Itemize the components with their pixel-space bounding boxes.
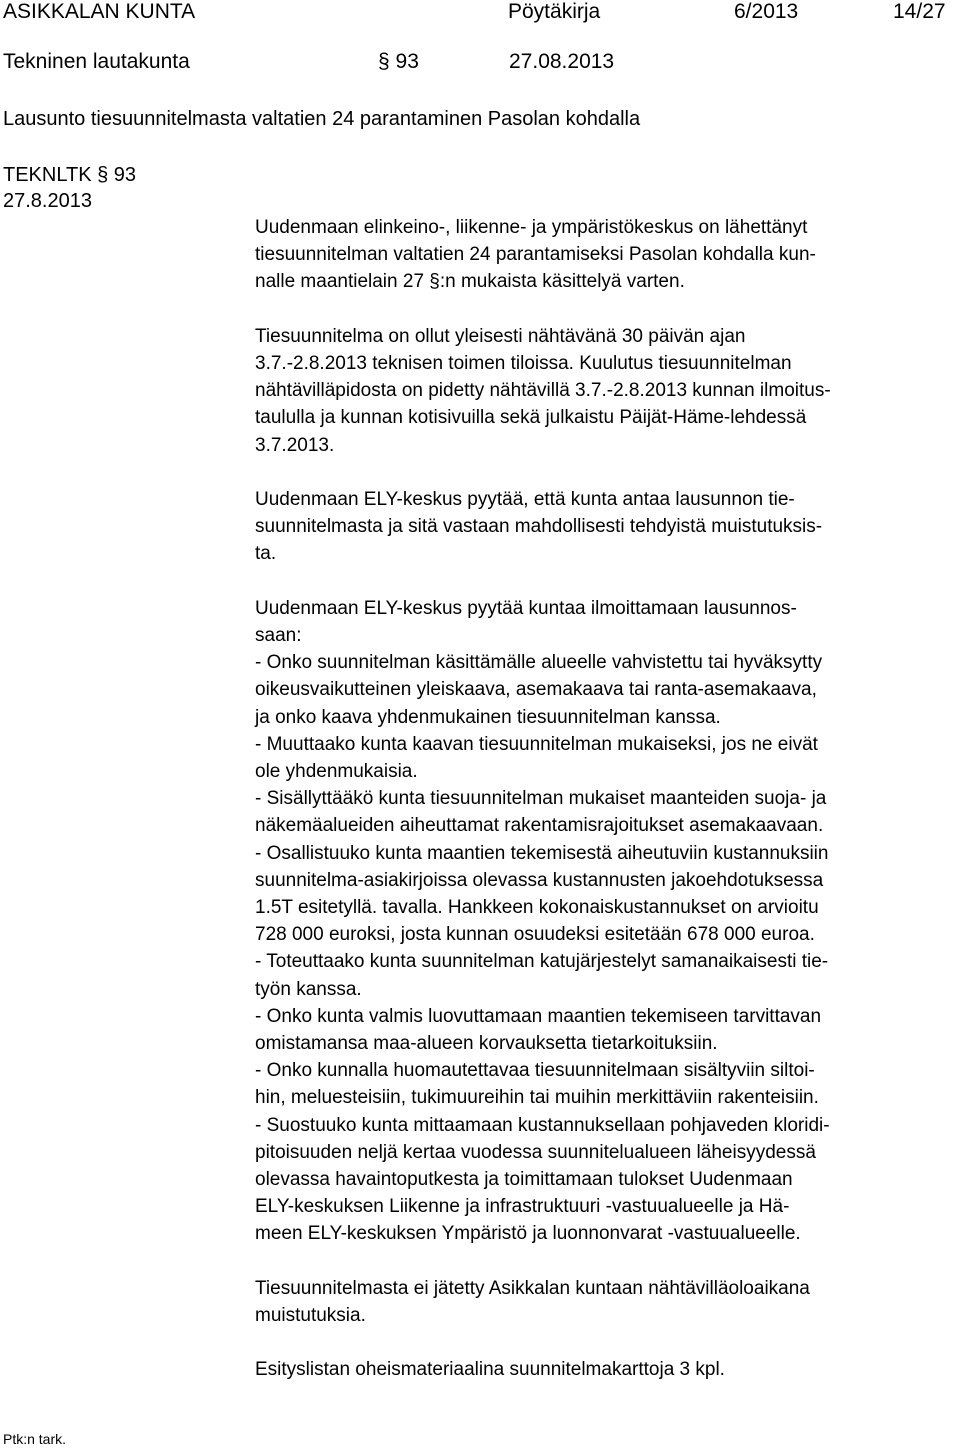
body-paragraph [255, 214, 955, 296]
paragraph-line: - Onko kunta valmis luovuttamaan maantien tekemiseen tarvittavan [255, 1005, 822, 1027]
paragraph-line: Tiesuunnitelmasta ei jätetty Asikkalan kuntaan nähtävilläoloaikana [255, 1277, 810, 1299]
paragraph-line: 728 000 euroksi, josta kunnan osuudeksi esitetään 678 000 euroa. [255, 924, 815, 946]
paragraph-line: taululla ja kunnan kotisivuilla sekä julkaistu Päijät-Häme-lehdessä [255, 407, 807, 429]
board-section-reference: TEKNLTK § 93 [3, 164, 137, 186]
paragraph-line: - Muuttaako kunta kaavan tiesuunnitelman mukaiseksi, jos ne eivät [255, 733, 818, 755]
paragraph-line: ELY-keskuksen Liikenne ja infrastruktuuri -vastuualueelle ja Hä- [255, 1196, 790, 1218]
paragraph-line: työn kanssa. [255, 978, 362, 1000]
paragraph-line: hin, meluesteisiin, tukimuureihin tai muihin merkittäviin rakenteisiin. [255, 1087, 819, 1109]
body-paragraph [255, 323, 955, 459]
body-paragraph [255, 1356, 955, 1383]
paragraph-line: nähtävilläpidosta on pidetty nähtävillä 3.7.-2.8.2013 kunnan ilmoitus- [255, 380, 831, 402]
document-number: 6/2013 [734, 0, 799, 23]
paragraph-line: Tiesuunnitelma on ollut yleisesti nähtävänä 30 päivän ajan [255, 325, 746, 347]
paragraph-line: muistutuksia. [255, 1305, 366, 1327]
paragraph-line: - Osallistuuko kunta maantien tekemisestä aiheutuviin kustannuksiin [255, 842, 829, 864]
item-title: Lausunto tiesuunnitelmasta valtatien 24 parantaminen Pasolan kohdalla [3, 108, 641, 130]
paragraph-line: - Onko suunnitelman käsittämälle alueelle vahvistettu tai hyväksytty [255, 652, 823, 674]
section-date: 27.8.2013 [3, 190, 92, 212]
paragraph-line: ole yhdenmukaisia. [255, 761, 418, 783]
paragraph-line: Uudenmaan ELY-keskus pyytää kuntaa ilmoittamaan lausunnos- [255, 597, 797, 619]
item-body [255, 214, 955, 1411]
paragraph-line: ta. [255, 543, 277, 565]
body-paragraph [255, 486, 955, 568]
paragraph-line: Esityslistan oheismateriaalina suunnitelmakarttoja 3 kpl. [255, 1359, 725, 1381]
document-type: Pöytäkirja [508, 0, 601, 23]
paragraph-line: saan: [255, 625, 302, 646]
paragraph-line: 3.7.-2.8.2013 teknisen toimen tiloissa. Kuulutus tiesuunnitelman [255, 353, 792, 374]
paragraph-line: nalle maantielain 27 §:n mukaista käsittelyä varten. [255, 271, 685, 293]
meeting-date: 27.08.2013 [509, 50, 615, 73]
board-name: Tekninen lautakunta [3, 50, 190, 73]
body-paragraph [255, 595, 955, 1248]
paragraph-line: meen ELY-keskuksen Ympäristö ja luonnonvarat -vastuualueelle. [255, 1223, 801, 1245]
paragraph-line: tiesuunnitelman valtatien 24 parantamiseksi Pasolan kohdalla kun- [255, 244, 816, 266]
paragraph-line: Uudenmaan elinkeino-, liikenne- ja ympäristökeskus on lähettänyt [255, 217, 808, 238]
paragraph-line: - Suostuuko kunta mittaamaan kustannuksellaan pohjaveden kloridi- [255, 1114, 830, 1136]
footer-checker-label: Ptk:n tark. [3, 1431, 67, 1447]
paragraph-line: ja onko kaava yhdenmukainen tiesuunnitelman kanssa. [255, 706, 721, 728]
paragraph-line: - Toteuttaako kunta suunnitelman katujärjestelyt samanaikaisesti tie- [255, 951, 829, 973]
paragraph-line: - Onko kunnalla huomautettavaa tiesuunnitelmaan sisältyviin siltoi- [255, 1060, 815, 1082]
paragraph-line: näkemäalueiden aiheuttamat rakentamisrajoitukset asemakaavaan. [255, 815, 824, 837]
paragraph-line: suunnitelma-asiakirjoissa olevassa kustannusten jakoehdotuksessa [255, 869, 824, 891]
paragraph-line: pitoisuuden neljä kertaa vuodessa suunnitelualueen läheisyydessä [255, 1141, 816, 1163]
paragraph-line: - Sisällyttääkö kunta tiesuunnitelman mukaiset maanteiden suoja- ja [255, 788, 827, 810]
body-paragraph [255, 1275, 955, 1329]
paragraph-line: omistamansa maa-alueen korvauksetta tietarkoituksiin. [255, 1033, 718, 1055]
section-number: § 93 [378, 50, 419, 73]
paragraph-line: Uudenmaan ELY-keskus pyytää, että kunta antaa lausunnon tie- [255, 489, 795, 510]
page-number: 14/27 [893, 0, 946, 23]
municipality-name: ASIKKALAN KUNTA [3, 0, 196, 23]
paragraph-line: suunnitelmasta ja sitä vastaan mahdollisesti tehdyistä muistutuksis- [255, 516, 823, 538]
paragraph-line: olevassa havaintoputkesta ja toimittamaan tulokset Uudenmaan [255, 1169, 793, 1191]
paragraph-line: 1.5T esitetyllä. tavalla. Hankkeen kokonaiskustannukset on arvioitu [255, 897, 819, 919]
paragraph-line: oikeusvaikutteinen yleiskaava, asemakaava tai ranta-asemakaava, [255, 679, 817, 701]
paragraph-line: 3.7.2013. [255, 434, 335, 456]
